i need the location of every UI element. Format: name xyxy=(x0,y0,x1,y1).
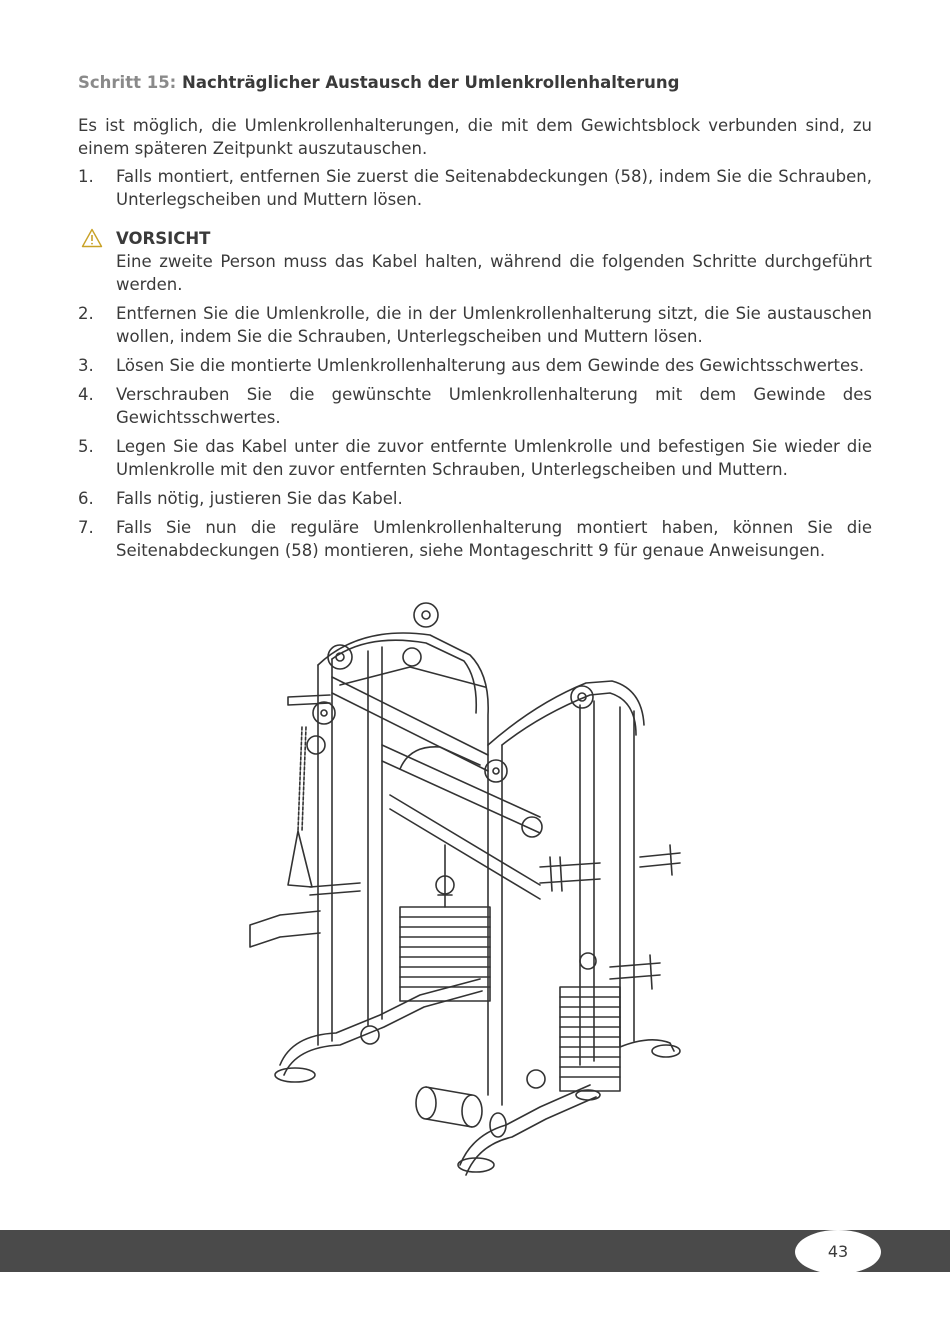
step-heading xyxy=(78,72,878,94)
step-number: 4. xyxy=(78,385,94,404)
list-item xyxy=(78,516,872,562)
step-number: 6. xyxy=(78,489,94,508)
step-text: Legen Sie das Kabel unter die zuvor entfernte Umlenkrolle und befestigen Sie wieder die Umlenkrolle mit den zuvor entfernten Schrauben, Unterlegscheiben und Muttern. xyxy=(116,437,872,479)
step-text: Lösen Sie die montierte Umlenkrollenhalterung aus dem Gewinde des Gewichtsschwertes. xyxy=(116,356,865,375)
step-number: 3. xyxy=(78,356,94,375)
page-number: 43 xyxy=(795,1230,881,1274)
list-item xyxy=(78,435,872,481)
step-number: 5. xyxy=(78,437,94,456)
step-heading-title: Nachträglicher Austausch der Umlenkrollenhalterung xyxy=(182,73,680,92)
step-number: 1. xyxy=(78,167,94,186)
caution-text: Eine zweite Person muss das Kabel halten, während die folgenden Schritte durchgeführt werden. xyxy=(116,252,872,294)
intro-paragraph: Es ist möglich, die Umlenkrollenhalterungen, die mit dem Gewichtsblock verbunden sind, zu einem späteren Zeitpunkt auszutauschen. xyxy=(78,116,872,158)
step-number: 2. xyxy=(78,304,94,323)
step-number: 7. xyxy=(78,518,94,537)
step-text: Falls Sie nun die reguläre Umlenkrollenhalterung montiert haben, können Sie die Seitenabdeckungen (58) montieren, siehe Montageschritt 9 für genaue Anweisungen. xyxy=(116,518,872,560)
step-heading-prefix: Schritt 15: xyxy=(78,73,177,92)
step-text: Entfernen Sie die Umlenkrolle, die in der Umlenkrollenhalterung sitzt, die Sie austauschen wollen, indem Sie die Schrauben, Unterlegscheiben und Muttern lösen. xyxy=(116,304,872,346)
warning-triangle-icon xyxy=(81,228,103,248)
step-text: Falls montiert, entfernen Sie zuerst die Seitenabdeckungen (58), indem Sie die Schrauben, Unterlegscheiben und Muttern lösen. xyxy=(116,167,872,209)
gym-machine-illustration xyxy=(240,595,700,1185)
list-item xyxy=(78,487,872,510)
step-text: Falls nötig, justieren Sie das Kabel. xyxy=(116,489,403,508)
step-text: Verschrauben Sie die gewünschte Umlenkrollenhalterung mit dem Gewinde des Gewichtsschwertes. xyxy=(116,385,872,427)
caution-box xyxy=(78,227,872,296)
list-item xyxy=(78,383,872,429)
list-item xyxy=(78,354,872,377)
list-item xyxy=(78,302,872,348)
list-item xyxy=(78,165,872,211)
caution-title: VORSICHT xyxy=(116,229,211,248)
step-list xyxy=(78,165,872,568)
